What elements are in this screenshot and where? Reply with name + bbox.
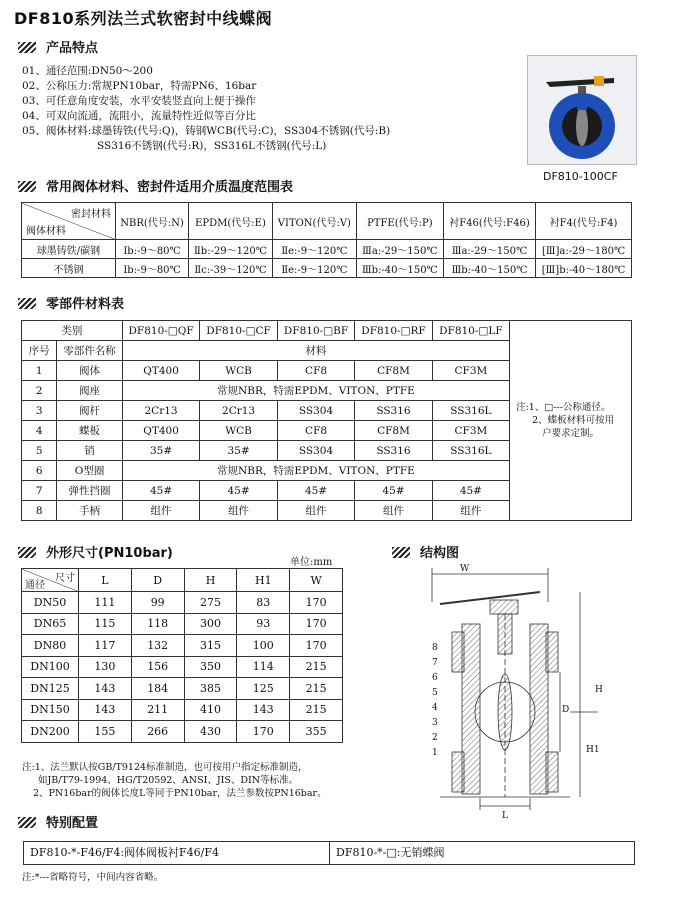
parts-row: 8 手柄 组件 组件 组件 组件 组件 xyxy=(22,501,632,521)
range-row: 不锈钢 Ⅰb:-9～80℃ Ⅱc:-39～120℃ Ⅱe:-9～120℃ Ⅲb:-40～150℃ Ⅲb:-40～150℃ [Ⅲ]b:-40～180℃ xyxy=(22,259,632,278)
parts-row: 3 阀杆 2Cr13 2Cr13 SS304 SS316 SS316L xyxy=(22,401,632,421)
svg-text:H1: H1 xyxy=(586,745,600,755)
range-header: 衬F46(代号:F46) xyxy=(443,203,535,240)
section-marker xyxy=(18,817,36,828)
dim-row: DN150 143 211 410 143 215 xyxy=(22,699,343,721)
valve-icon xyxy=(528,56,636,164)
svg-text:1: 1 xyxy=(432,748,438,758)
section-marker xyxy=(18,298,36,309)
svg-text:3: 3 xyxy=(432,718,438,728)
svg-text:D: D xyxy=(562,705,570,715)
section-parts: 零部件材料表 xyxy=(18,293,124,312)
section-marker xyxy=(18,42,36,53)
product-caption: DF810-100CF xyxy=(543,170,618,183)
structure-drawing xyxy=(420,562,620,821)
special-right: DF810-*-□:无销蝶阀 xyxy=(329,842,444,864)
parts-note: 注:1、□---公称通径。 2、蝶板材料可按用 户要求定制。 xyxy=(510,321,632,521)
svg-text:8: 8 xyxy=(432,643,438,653)
svg-text:H: H xyxy=(595,685,603,695)
svg-text:7: 7 xyxy=(432,658,438,668)
parts-row: 6 O型圈 常规NBR，特需EPDM、VITON、PTFE xyxy=(22,461,632,481)
section-marker xyxy=(18,181,36,192)
feature-item: 04、可双向流通，流阻小，流量特性近似等百分比 xyxy=(22,110,256,122)
range-header: VITON(代号:V) xyxy=(272,203,356,240)
svg-text:5: 5 xyxy=(432,688,438,698)
section-structure: 结构图 xyxy=(392,542,459,561)
section-marker xyxy=(392,547,410,558)
parts-row: 2 阀座 常规NBR，特需EPDM、VITON、PTFE xyxy=(22,381,632,401)
dim-corner: 尺寸 通径 xyxy=(22,569,79,592)
dim-row: DN80 117 132 315 100 170 xyxy=(22,635,343,657)
dim-row: DN65 115 118 300 93 170 xyxy=(22,613,343,635)
dim-notes: 注:1、法兰默认按GB/T9124标准制造，也可按用户指定标准制造， 如JB/T79-1994、HG/T20592、ANSI、JIS、DIN等标准。 2、PN16bar的阀体长度L等同于PN10bar，法兰参数按PN16bar。 xyxy=(22,762,327,799)
range-header: NBR(代号:N) xyxy=(116,203,189,240)
section-marker xyxy=(18,547,36,558)
range-row: 球墨铸铁/碳钢 Ⅰb:-9～80℃ Ⅱb:-29～120℃ Ⅱe:-9～120℃ Ⅲa:-29～150℃ Ⅲa:-29～150℃ [Ⅲ]a:-29～180℃ xyxy=(22,240,632,259)
feature-item: SS316不锈钢(代号:R)，SS316L不锈钢(代号:L) xyxy=(97,140,327,152)
feature-list xyxy=(22,64,390,154)
feature-item: 03、可任意角度安装，水平安装竖直向上便于操作 xyxy=(22,95,256,107)
svg-text:4: 4 xyxy=(432,703,438,713)
range-header: EPDM(代号:E) xyxy=(189,203,273,240)
section-special: 特别配置 xyxy=(18,812,98,831)
footnote: 注:*---省略符号，中间内容省略。 xyxy=(22,872,164,883)
range-header: 衬F4(代号:F4) xyxy=(536,203,632,240)
special-left: DF810-*-F46/F4:阀体阀板衬F46/F4 xyxy=(30,846,220,859)
feature-item: 01、通径范围:DN50～200 xyxy=(22,65,153,77)
dim-row: DN125 143 184 385 125 215 xyxy=(22,678,343,700)
parts-row: 7 弹性挡圈 45# 45# 45# 45# 45# xyxy=(22,481,632,501)
svg-text:W: W xyxy=(460,564,470,574)
feature-item: 05、阀体材料:球墨铸铁(代号:Q)，铸钢WCB(代号:C)，SS304不锈钢(代号:B) xyxy=(22,125,391,137)
page-title: DF810系列法兰式软密封中线蝶阀 xyxy=(14,9,273,28)
parts-row: 1 阀体 QT400 WCB CF8 CF8M CF3M xyxy=(22,361,632,381)
range-header: PTFE(代号:P) xyxy=(356,203,443,240)
range-corner: 密封材料 阀体材料 xyxy=(22,203,116,240)
range-table xyxy=(21,202,632,278)
feature-item: 02、公称压力:常规PN10bar，特需PN6、16bar xyxy=(22,80,257,92)
svg-text:2: 2 xyxy=(432,733,438,743)
svg-text:L: L xyxy=(502,811,508,821)
section-dimensions: 外形尺寸(PN10bar) xyxy=(18,542,173,561)
dim-row: DN100 130 156 350 114 215 xyxy=(22,656,343,678)
dim-row: DN50 111 99 275 83 170 xyxy=(22,592,343,614)
parts-table: 类别 DF810-□QF DF810-□CF DF810-□BF DF810-□RF DF810-□LF 注:1、□---公称通径。 2、蝶板材料可按用 户要求定制。 序号 零部件名称 材料 1 阀体 QT400 WCB CF8 CF8M CF3M 2 阀座 常规NBR，特需EPDM、VITON、PTFE 3 阀杆 2Cr13 2Cr13 SS304 SS316 SS316L 4 蝶板 QT400 WCB CF8 CF8M CF3M 5 销 35# 35# SS304 SS316 SS316L 6 O型圈 常规NBR，特需EPDM、VITON、PTFE 7 弹性挡圈 45# 45# 45# 45# 45# 8 手柄 组件 组件 组件 组件 组件 xyxy=(21,320,632,521)
svg-text:6: 6 xyxy=(432,673,438,683)
section-features: 产品特点 xyxy=(18,37,98,56)
parts-row: 4 蝶板 QT400 WCB CF8 CF8M CF3M xyxy=(22,421,632,441)
dimension-table: 尺寸 通径 L D H H1 W DN50 111 99 275 83 170 DN65 115 118 300 93 170 DN80 117 132 315 100 170 DN100 130 156 350 114 215 DN125 143 184 385 125 215 DN150 143 211 410 143 215 DN200 155 266 430 170 355 xyxy=(21,568,343,743)
product-photo xyxy=(527,55,637,165)
parts-row: 5 销 35# 35# SS304 SS316 SS316L xyxy=(22,441,632,461)
special-config-box xyxy=(23,841,635,865)
dim-row: DN200 155 266 430 170 355 xyxy=(22,721,343,743)
section-materials-range: 常用阀体材料、密封件适用介质温度范围表 xyxy=(18,176,293,195)
unit-label: 单位:mm xyxy=(290,557,333,568)
